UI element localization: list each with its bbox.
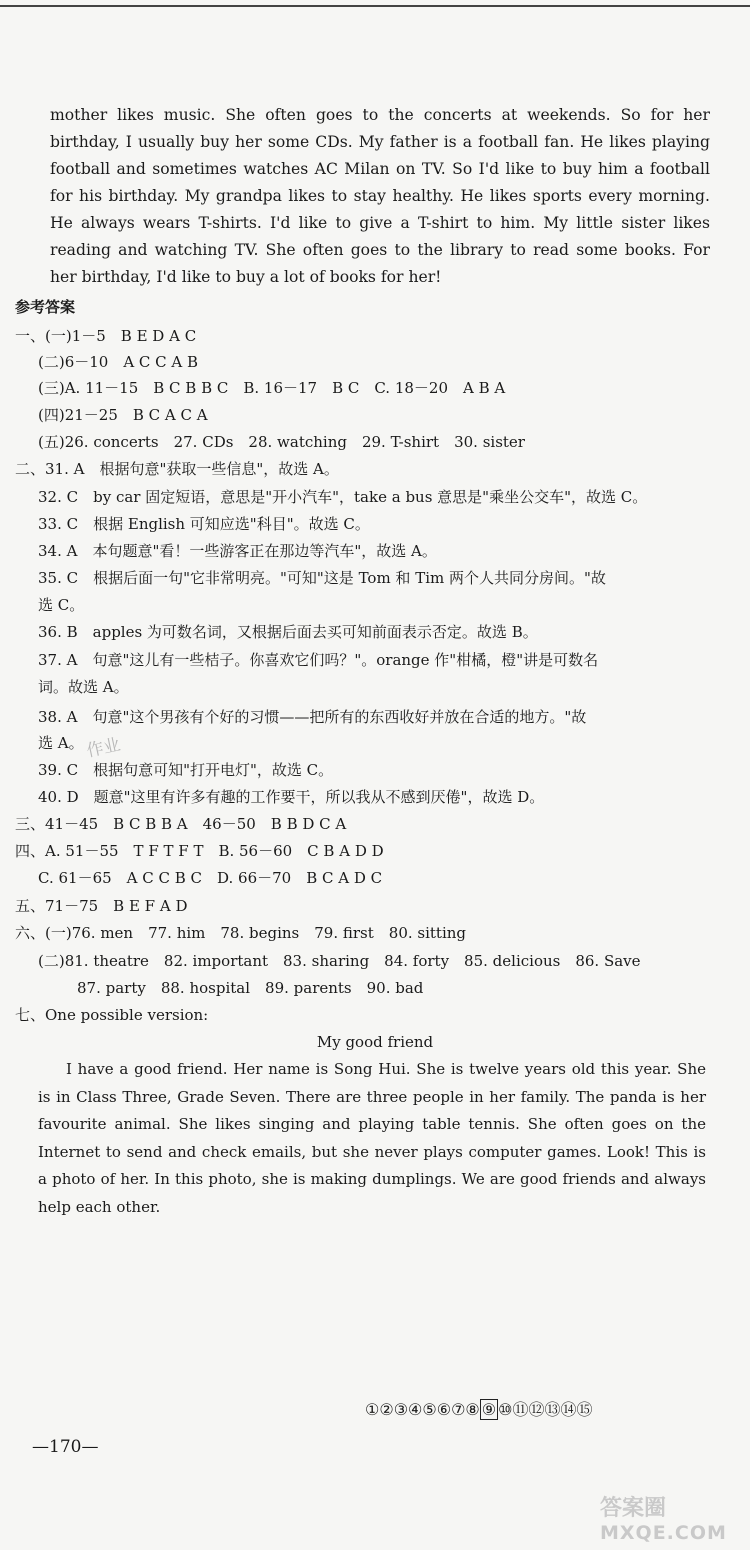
answer-line: (四)21－25 B C A C A — [38, 406, 208, 424]
answer-line: (五)26. concerts 27. CDs 28. watching 29. T-shirt 30. sister — [38, 433, 525, 451]
page-index-circles — [365, 1397, 592, 1420]
faint-stamp: 作业 — [84, 734, 123, 762]
answer-line: (二)81. theatre 82. important 83. sharing 84. forty 85. delicious 86. Save — [38, 952, 641, 970]
circle-numbers-after: ⑩⑪⑫⑬⑭⑮ — [498, 1400, 593, 1419]
answer-line: C. 61－65 A C C B C D. 66－70 B C A D C — [38, 869, 383, 887]
current-page-circle: ⑨ — [481, 1400, 497, 1419]
essay-text: mother likes music. She often goes to the concerts at weekends. So for her birthday, I usually buy her some CDs. My father is a football fan. He likes playing football and sometimes watches AC Milan on TV. So I'd like to buy him a football for his birthday. My grandpa likes to stay healthy. He likes sports every morning. He always wears T-shirts. I'd like to give a T-shirt to him. My little sister likes reading and watching TV. She often goes to the library to read some books. For her birthday, I'd like to buy a lot of books for her! — [50, 106, 710, 286]
top-rule — [0, 5, 750, 7]
answer-line: 40. D 题意"这里有许多有趣的工作要干，所以我从不感到厌倦"，故选 D。 — [38, 788, 545, 806]
answer-line: 37. A 句意"这儿有一些桔子。你喜欢它们吗？"。orange 作"柑橘，橙"讲是可数名 — [38, 651, 599, 669]
watermark-logo: 答案圈 — [600, 1496, 667, 1521]
answer-line: 词。故选 A。 — [38, 678, 129, 696]
model-essay-title: My good friend — [316, 1033, 434, 1051]
answer-line: 四、A. 51－55 T F T F T B. 56－60 C B A D D — [15, 842, 384, 860]
answer-line: 33. C 根据 English 可知应选"科目"。故选 C。 — [38, 515, 370, 533]
answer-line: 六、(一)76. men 77. him 78. begins 79. first 80. sitting — [15, 924, 467, 942]
answer-line: 34. A 本句题意"看！一些游客正在那边等汽车"，故选 A。 — [38, 542, 437, 560]
answer-line: 七、One possible version: — [15, 1006, 209, 1024]
circle-numbers-before: ①②③④⑤⑥⑦⑧ — [365, 1400, 480, 1419]
page-number: —170— — [32, 1437, 99, 1457]
answer-line: 五、71－75 B E F A D — [15, 897, 188, 915]
answers-title: 参考答案 — [15, 298, 76, 316]
answer-line: 87. party 88. hospital 89. parents 90. bad — [77, 979, 424, 997]
answer-line: (三)A. 11－15 B C B B C B. 16－17 B C C. 18－20 A B A — [38, 379, 506, 397]
essay-continuation — [50, 102, 710, 291]
answer-line: 36. B apples 为可数名词，又根据后面去买可知前面表示否定。故选 B。 — [38, 623, 538, 641]
answer-line: 一、(一)1－5 B E D A C — [15, 327, 197, 345]
answer-line: 32. C by car 固定短语，意思是"开小汽车"，take a bus 意思是"乘坐公交车"，故选 C。 — [38, 488, 648, 506]
watermark — [600, 1497, 727, 1545]
answer-line: 三、41－45 B C B B A 46－50 B B D C A — [15, 815, 347, 833]
model-essay-text: I have a good friend. Her name is Song Hui. She is twelve years old this year. She is in Class Three, Grade Seven. There are three people in her family. The panda is her favourite animal. She likes singing and playing table tennis. She often goes on the Internet to send and check emails, but she never plays computer games. Look! This is a photo of her. In this photo, she is making dumplings. We are good friends and always help each other. — [38, 1060, 706, 1216]
answer-line: 39. C 根据句意可知"打开电灯"，故选 C。 — [38, 761, 334, 779]
answer-line: 选 C。 — [38, 596, 85, 614]
answer-line: (二)6－10 A C C A B — [38, 353, 199, 371]
answer-line: 38. A 句意"这个男孩有个好的习惯——把所有的东西收好并放在合适的地方。"故 — [38, 708, 587, 726]
answer-line: 二、31. A 根据句意"获取一些信息"，故选 A。 — [15, 460, 339, 478]
model-essay — [38, 1056, 706, 1221]
answer-line: 选 A。 — [38, 734, 84, 752]
answer-line: 35. C 根据后面一句"它非常明亮。"可知"这是 Tom 和 Tim 两个人共同分房间。"故 — [38, 569, 606, 587]
watermark-url: MXQE.COM — [600, 1522, 727, 1544]
